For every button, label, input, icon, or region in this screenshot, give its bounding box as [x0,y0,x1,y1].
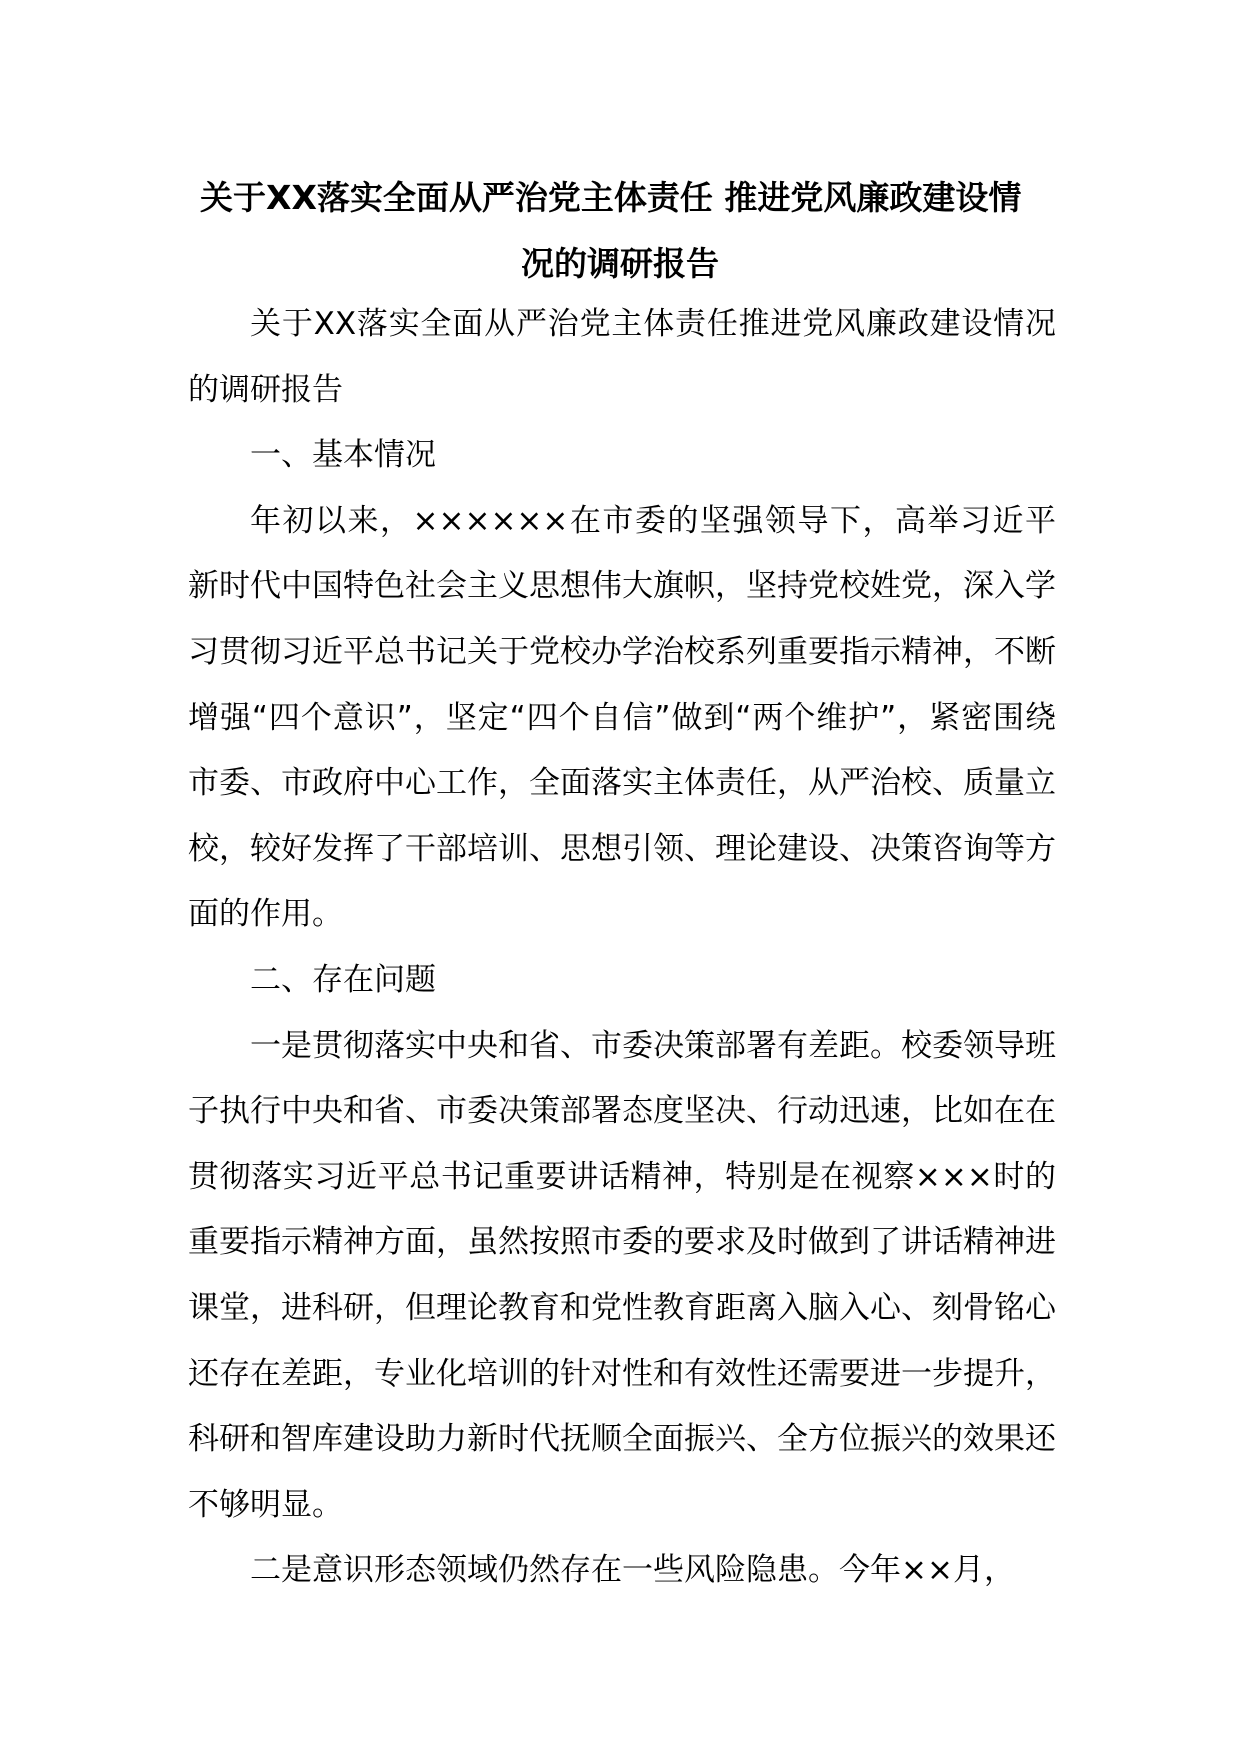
paragraph-repeated-title: 关于XX落实全面从严治党主体责任推进党风廉政建设情况的调研报告 [188,306,1056,408]
paragraph-basic-situation: 年初以来，××××××在市委的坚强领导下，高举习近平新时代中国特色社会主义思想伟大旗帜，坚持党校姓党，深入学习贯彻习近平总书记关于党校办学治校系列重要指示精神，不断增强“四个意识”，坚定“四个自信”做到“两个维护”，紧密围绕市委、市政府中心工作，全面落实主体责任，从严治校、质量立校，较好发挥了干部培训、思想引领、理论建设、决策咨询等方面的作用。 [188,502,1056,933]
paragraph-problem-one: 一是贯彻落实中央和省、市委决策部署有差距。校委领导班子执行中央和省、市委决策部署态度坚决、行动迅速，比如在在贯彻落实习近平总书记重要讲话精神，特别是在视察×××时的重要指示精神方面，虽然按照市委的要求及时做到了讲话精神进课堂，进科研，但理论教育和党性教育距离入脑入心、刻骨铭心还存在差距，专业化培训的针对性和有效性还需要进一步提升，科研和智库建设助力新时代抚顺全面振兴、全方位振兴的效果还不够明显。 [188,1027,1056,1523]
section-heading-basic-situation: 一、基本情况 [250,437,436,474]
section-heading-existing-problems: 二、存在问题 [250,961,436,998]
paragraph-problem-two: 二是意识形态领域仍然存在一些风险隐患。今年××月， [250,1552,1015,1589]
document-title-line-2: 况的调研报告 [521,244,719,283]
document-title-line-1: 关于XX落实全面从严治党主体责任 推进党风廉政建设情 [200,178,1022,217]
document-body [188,292,1056,1604]
